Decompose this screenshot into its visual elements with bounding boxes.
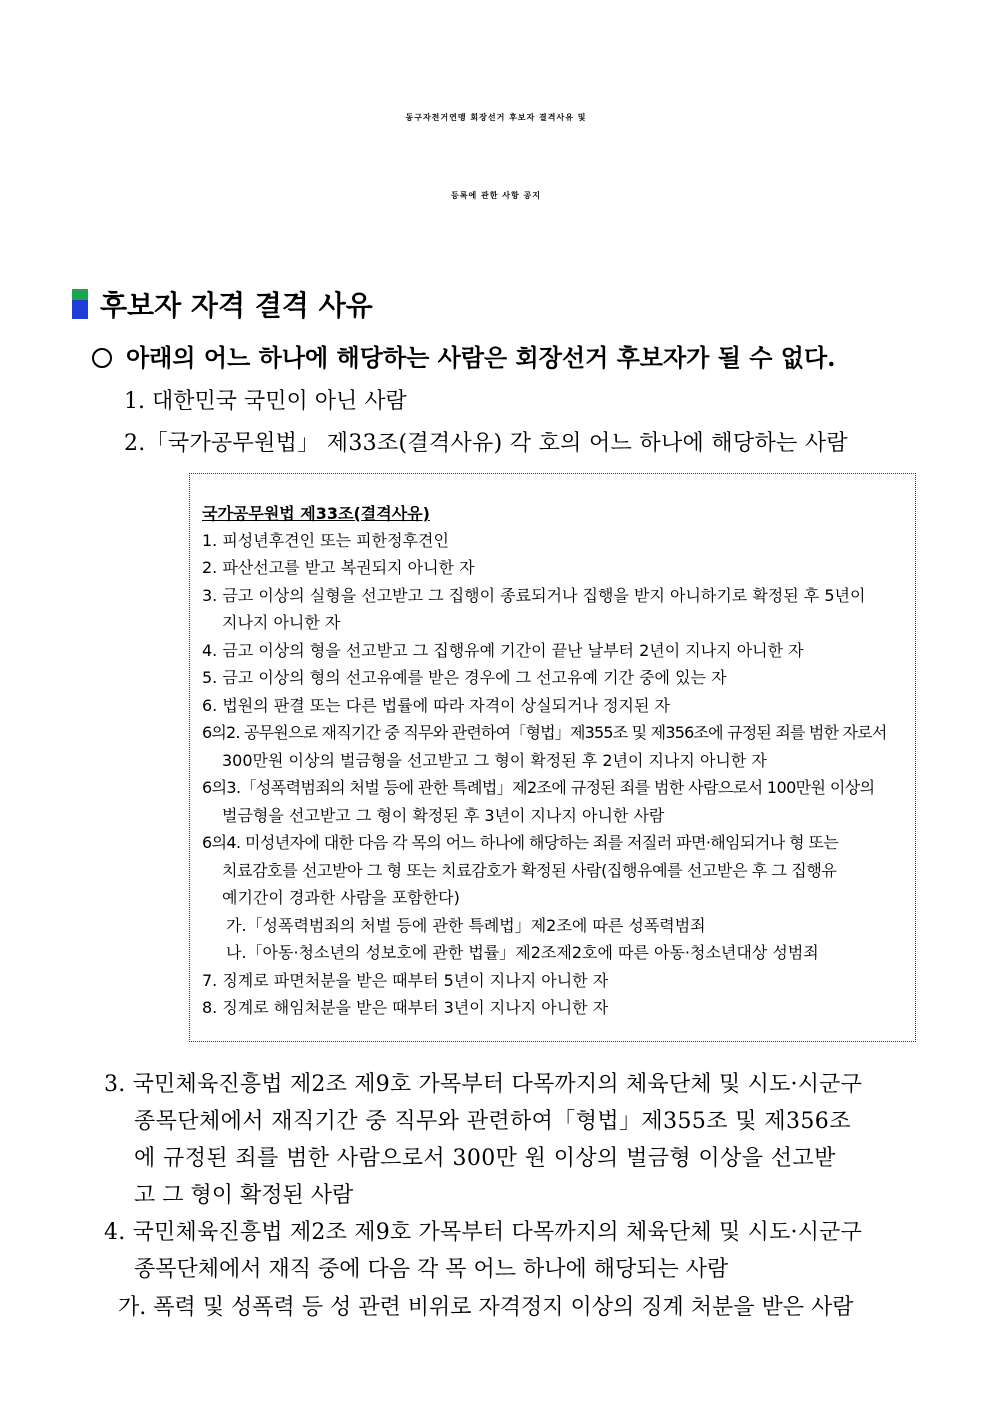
list-item-1: 1. 대한민국 국민이 아닌 사람 xyxy=(124,389,407,414)
statute-line: 6의2. 공무원으로 재직기간 중 직무와 관련하여「형법」제355조 및 제356조에 규정된 죄를 범한 자로서 xyxy=(202,723,887,742)
section-marker-icon xyxy=(72,289,88,319)
list-item-3-line: 종목단체에서 재직기간 중 직무와 관련하여「형법」제355조 및 제356조 xyxy=(134,1109,851,1134)
list-item-3-line: 3. 국민체육진흥법 제2조 제9호 가목부터 다목까지의 체육단체 및 시도·시군구 xyxy=(104,1072,863,1097)
statute-line: 3. 금고 이상의 실형을 선고받고 그 집행이 종료되거나 집행을 받지 아니하기로 확정된 후 5년이 xyxy=(202,586,866,605)
statute-line: 1. 피성년후견인 또는 피한정후견인 xyxy=(202,531,449,550)
list-item-3-line: 고 그 형이 확정된 사람 xyxy=(134,1183,354,1208)
statute-line: 벌금형을 선고받고 그 형이 확정된 후 3년이 지나지 아니한 사람 xyxy=(222,806,665,825)
section-title: 후보자 자격 결격 사유 xyxy=(100,289,373,322)
statute-line: 7. 징계로 파면처분을 받은 때부터 5년이 지나지 아니한 자 xyxy=(202,971,609,990)
statute-line: 5. 금고 이상의 형의 선고유예를 받은 경우에 그 선고유예 기간 중에 있는 자 xyxy=(202,668,727,687)
statute-line: 지나지 아니한 자 xyxy=(222,613,341,632)
section-heading xyxy=(72,284,373,324)
statute-line: 6. 법원의 판결 또는 다른 법률에 따라 자격이 상실되거나 정지된 자 xyxy=(202,696,670,715)
statute-line: 나.「아동·청소년의 성보호에 관한 법률」제2조제2호에 따른 아동·청소년대상 성범죄 xyxy=(226,943,819,962)
intro-text: 아래의 어느 하나에 해당하는 사람은 회장선거 후보자가 될 수 없다. xyxy=(126,343,836,372)
statute-line: 8. 징계로 해임처분을 받은 때부터 3년이 지나지 아니한 자 xyxy=(202,998,609,1017)
statute-line: 2. 파산선고를 받고 복권되지 아니한 자 xyxy=(202,558,475,577)
statute-line: 300만원 이상의 벌금형을 선고받고 그 형이 확정된 후 2년이 지나지 아니한 자 xyxy=(222,751,767,770)
statute-line: 가.「성폭력범죄의 처벌 등에 관한 특례법」제2조에 따른 성폭력범죄 xyxy=(226,916,706,935)
statute-box-title: 국가공무원법 제33조(결격사유) xyxy=(202,504,430,523)
intro-statement xyxy=(92,338,836,373)
list-item-4-subitem: 가. 폭력 및 성폭력 등 성 관련 비위로 자격정지 이상의 징계 처분을 받은 사람 xyxy=(118,1295,854,1320)
list-item-4-line: 종목단체에서 재직 중에 다음 각 목 어느 하나에 해당되는 사람 xyxy=(134,1257,729,1282)
statute-line: 6의3.「성폭력범죄의 처벌 등에 관한 특례법」제2조에 규정된 죄를 범한 사람으로서 100만원 이상의 xyxy=(202,778,875,797)
statute-line: 4. 금고 이상의 형을 선고받고 그 집행유예 기간이 끝난 날부터 2년이 지나지 아니한 자 xyxy=(202,641,804,660)
document-title-line-1: 동구자전거연맹 회장선거 후보자 결격사유 및 xyxy=(405,113,587,122)
list-item-2: 2.「국가공무원법」 제33조(결격사유) 각 호의 어느 하나에 해당하는 사람 xyxy=(124,431,848,456)
circle-bullet-icon xyxy=(92,348,112,368)
statute-box xyxy=(189,473,916,1042)
document-title-line-2: 등록에 관한 사항 공지 xyxy=(451,191,541,200)
statute-line: 예기간이 경과한 사람을 포함한다) xyxy=(222,888,460,907)
statute-line: 6의4. 미성년자에 대한 다음 각 목의 어느 하나에 해당하는 죄를 저질러 파면·해임되거나 형 또는 xyxy=(202,833,839,852)
statute-line: 치료감호를 선고받아 그 형 또는 치료감호가 확정된 사람(집행유예를 선고받은 후 그 집행유 xyxy=(222,861,837,880)
list-item-4-line: 4. 국민체육진흥법 제2조 제9호 가목부터 다목까지의 체육단체 및 시도·시군구 xyxy=(104,1220,863,1245)
list-item-3-line: 에 규정된 죄를 범한 사람으로서 300만 원 이상의 벌금형 이상을 선고받 xyxy=(134,1146,836,1171)
